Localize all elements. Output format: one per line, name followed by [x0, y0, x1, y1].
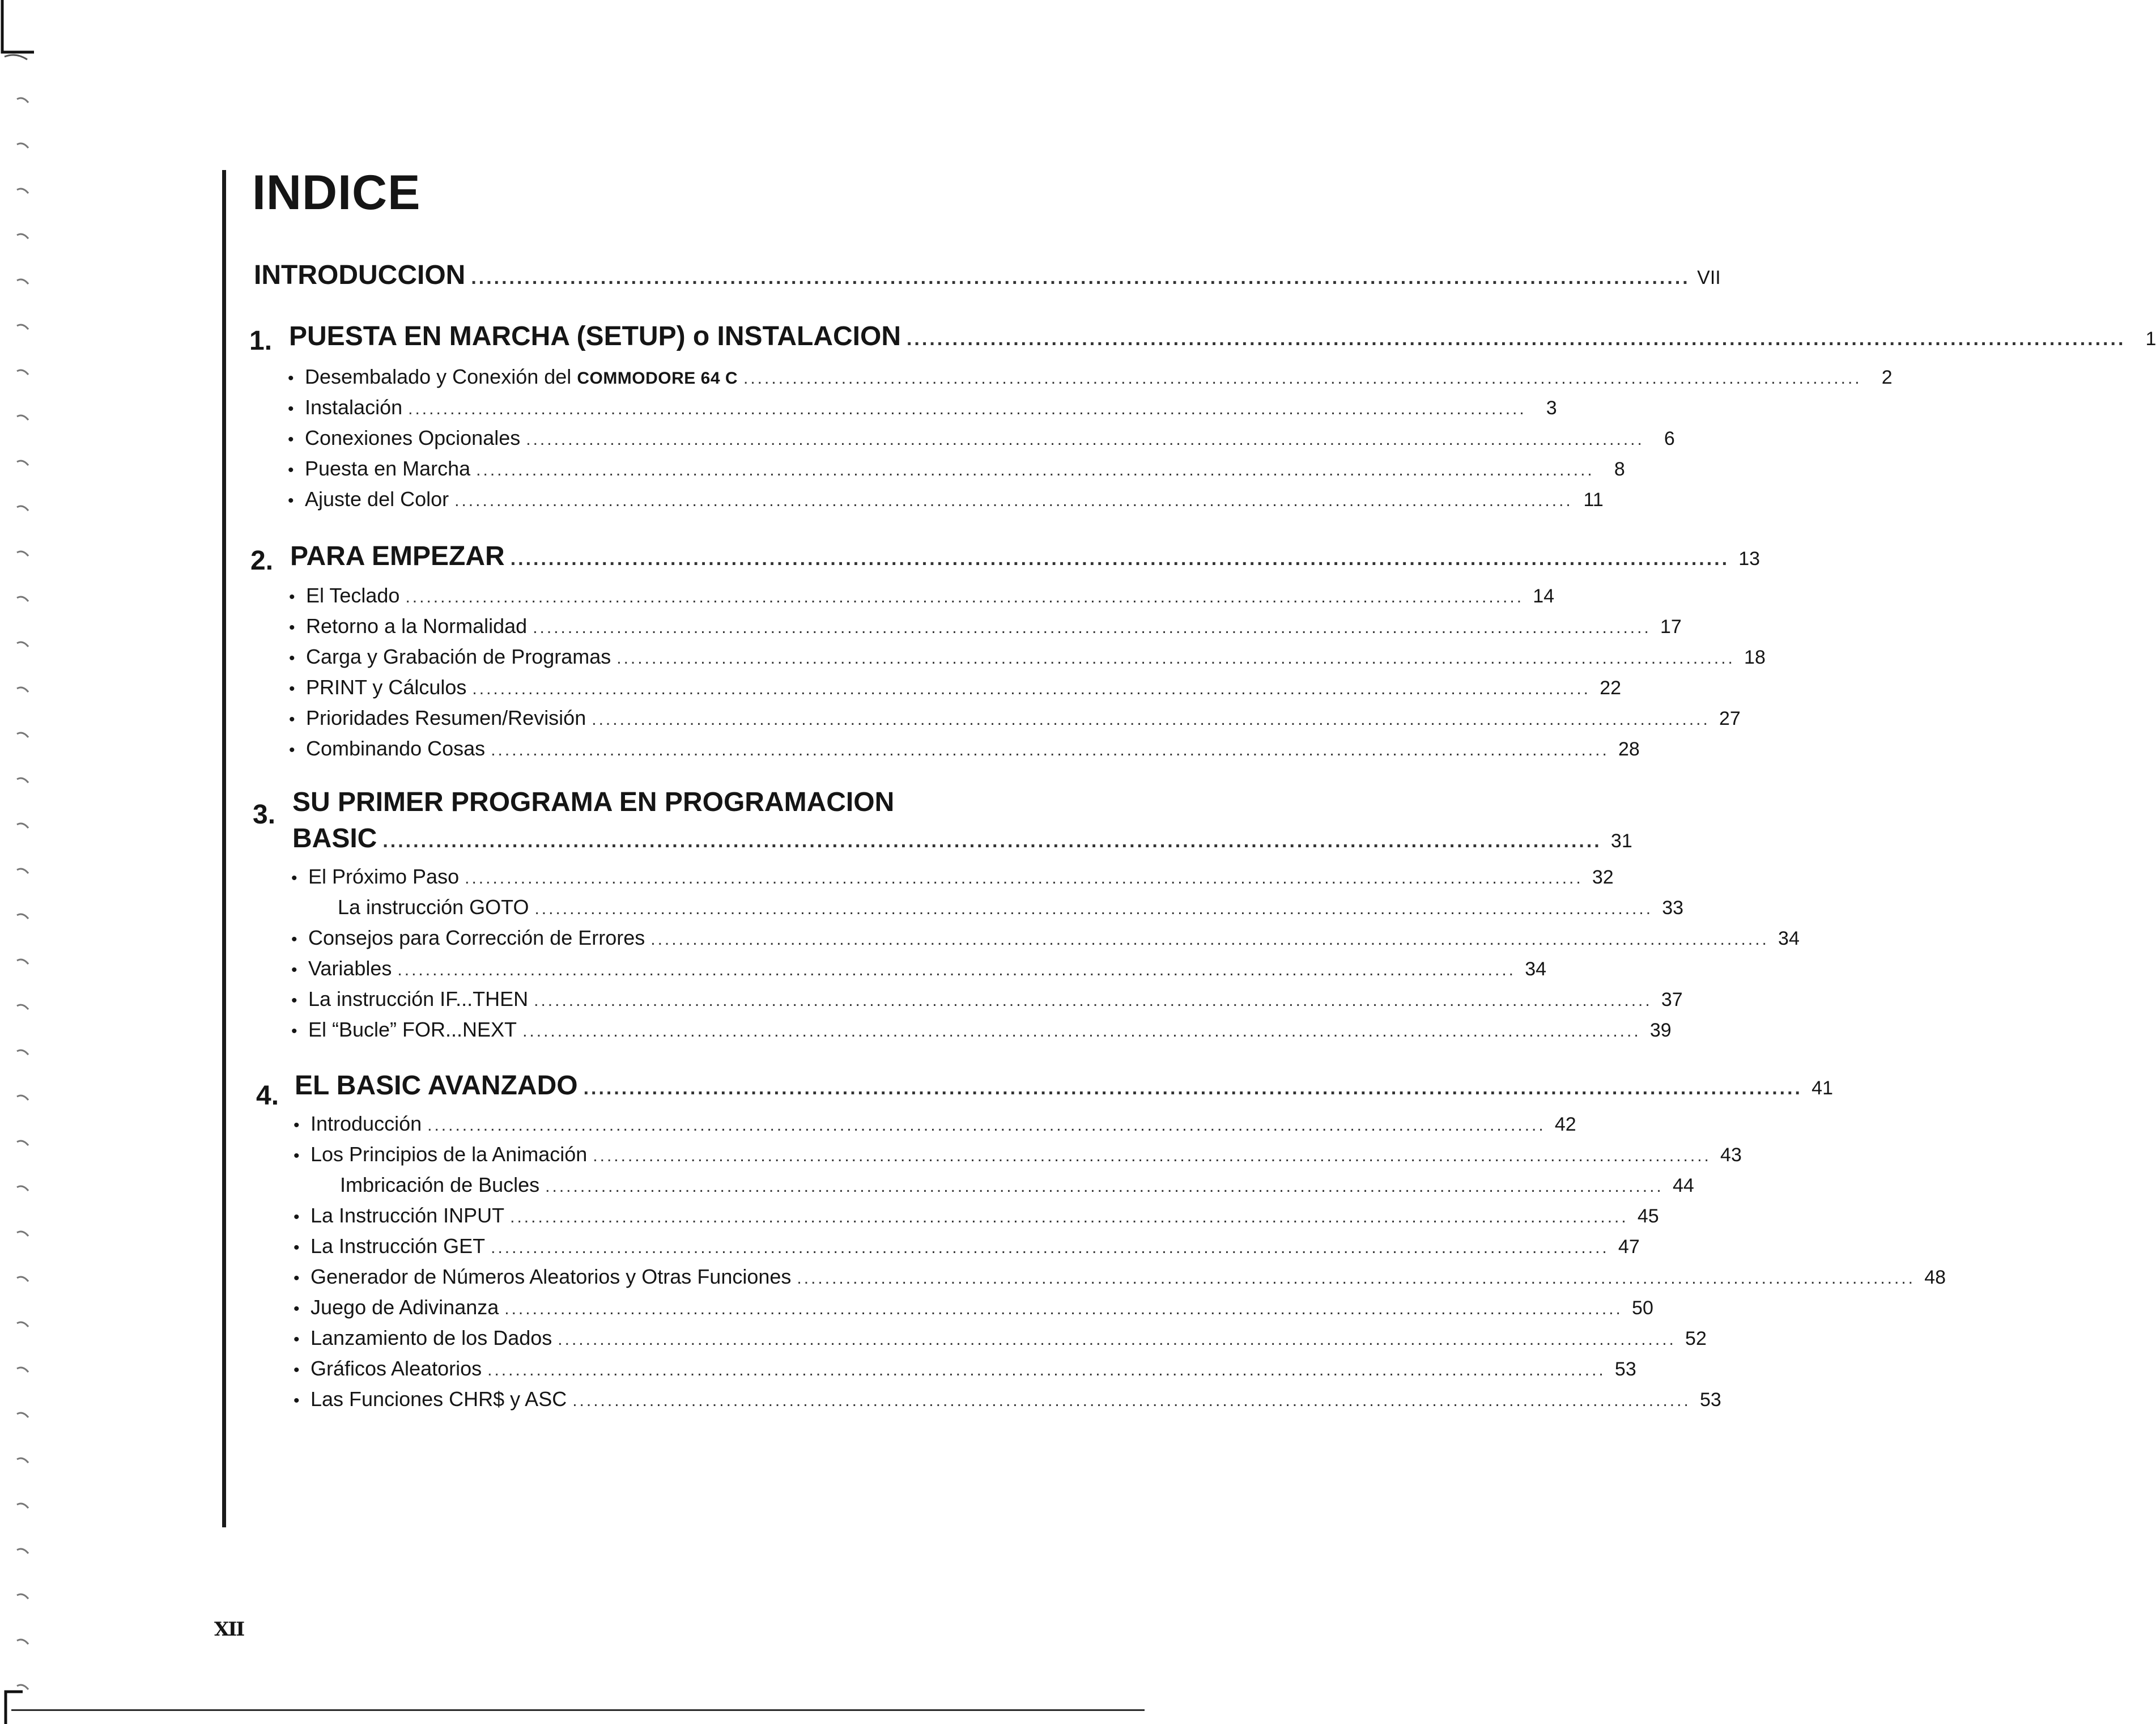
- dot-leader: ................................................................................................................................................................: [487, 1361, 1606, 1379]
- bullet-icon: •: [289, 741, 295, 759]
- bullet-icon: •: [288, 400, 294, 418]
- margin-rule: [222, 170, 226, 1527]
- toc-entry-page: 53: [1614, 1358, 1636, 1380]
- toc-entry: [340, 1173, 1694, 1201]
- toc-entry-page: 45: [1637, 1205, 1659, 1227]
- dot-leader: ................................................................................................................................................................: [616, 649, 1735, 668]
- chapter-4-number: 4.: [256, 1081, 279, 1111]
- toc-entry: [291, 865, 1614, 893]
- dot-leader: ................................................................................................................................................................: [510, 1208, 1628, 1226]
- toc-entry: [289, 737, 1640, 765]
- dot-leader: ................................................................................................................................................................: [504, 1300, 1623, 1318]
- toc-entry-page: 39: [1649, 1020, 1672, 1041]
- chapter-2-heading: [290, 541, 1760, 575]
- chapter-4-title: EL BASIC AVANZADO: [295, 1071, 578, 1101]
- dot-leader: ................................................................................................................................................................: [405, 588, 1524, 606]
- toc-entry: [289, 645, 1766, 673]
- bullet-icon: •: [291, 869, 297, 888]
- toc-entry-label: Imbricación de Bucles: [340, 1173, 540, 1196]
- chapter-3-title-cont: BASIC: [292, 823, 377, 853]
- toc-entry-page: 2: [1881, 367, 1893, 388]
- toc-entry-page: 3: [1546, 397, 1557, 419]
- toc-entry-label: Ajuste del Color: [305, 487, 449, 511]
- chapter-3-title: SU PRIMER PROGRAMA EN PROGRAMACION: [292, 787, 895, 817]
- toc-entry-label: Carga y Grabación de Programas: [306, 645, 611, 668]
- bullet-icon: •: [289, 710, 295, 729]
- toc-entry-label: Generador de Números Aleatorios y Otras Funciones: [311, 1265, 792, 1288]
- toc-entry-label: La Instrucción INPUT: [311, 1204, 505, 1227]
- toc-entry: [294, 1357, 1636, 1385]
- toc-entry: [289, 584, 1555, 612]
- toc-entry-page: 6: [1664, 428, 1675, 449]
- toc-entry-label: El “Bucle” FOR...NEXT: [308, 1018, 517, 1041]
- toc-entry-label: Desembalado y Conexión del: [305, 365, 572, 388]
- dot-leader: ................................................................................................................................................................: [583, 1077, 1802, 1099]
- dot-leader: ................................................................................................................................................................: [472, 680, 1591, 698]
- toc-entry: [291, 1018, 1672, 1046]
- dot-leader: ................................................................................................................................................................: [471, 267, 1690, 288]
- dot-leader: ................................................................................................................................................................: [522, 1022, 1641, 1041]
- toc-entry-page: 33: [1662, 897, 1684, 919]
- toc-entry-page: 11: [1583, 489, 1604, 511]
- toc-entry-page: 43: [1720, 1144, 1742, 1166]
- toc-entry-page: 28: [1618, 738, 1640, 760]
- dot-leader: ................................................................................................................................................................: [545, 1177, 1664, 1196]
- toc-intro: [254, 260, 1721, 294]
- bullet-icon: •: [288, 491, 294, 510]
- dot-leader: ................................................................................................................................................................: [397, 961, 1516, 979]
- bullet-icon: •: [294, 1361, 300, 1379]
- toc-entry-page: 27: [1719, 708, 1741, 729]
- bullet-icon: •: [294, 1208, 300, 1226]
- dot-leader: ................................................................................................................................................................: [408, 400, 1526, 418]
- toc-entry-page: 47: [1618, 1236, 1640, 1258]
- chapter-2-title: PARA EMPEZAR: [290, 541, 505, 571]
- binding-edge-marks: [0, 0, 34, 1724]
- dot-leader: ................................................................................................................................................................: [476, 461, 1594, 479]
- brand-name: COMMODORE 64 C: [577, 369, 738, 388]
- toc-entry-label: El Teclado: [306, 584, 400, 607]
- toc-entry: [288, 457, 1625, 485]
- dot-leader: ................................................................................................................................................................: [906, 328, 2126, 350]
- bullet-icon: •: [291, 930, 297, 949]
- dot-leader: ................................................................................................................................................................: [797, 1269, 1916, 1288]
- dot-leader: ................................................................................................................................................................: [427, 1116, 1546, 1135]
- toc-entry-label: Puesta en Marcha: [305, 457, 471, 480]
- toc-entry-page: 32: [1592, 867, 1614, 888]
- dot-leader: ................................................................................................................................................................: [534, 991, 1652, 1010]
- toc-entry-label: Combinando Cosas: [306, 737, 486, 760]
- toc-entry: [294, 1326, 1707, 1354]
- bullet-icon: •: [289, 680, 295, 698]
- bullet-icon: •: [294, 1330, 300, 1349]
- toc-entry: [289, 676, 1622, 704]
- toc-entry-label: Introducción: [311, 1112, 422, 1135]
- bullet-icon: •: [294, 1391, 300, 1410]
- bullet-icon: •: [291, 991, 297, 1010]
- page-bottom-edge: [11, 1709, 1145, 1711]
- chapter-3-heading-line1: [292, 787, 1040, 821]
- dot-leader: ................................................................................................................................................................: [743, 369, 1862, 388]
- toc-entry: [289, 614, 1682, 643]
- toc-entry-label: PRINT y Cálculos: [306, 676, 467, 699]
- toc-entry-page: 37: [1661, 989, 1683, 1010]
- toc-entry: [294, 1296, 1653, 1324]
- toc-entry-label: Prioridades Resumen/Revisión: [306, 706, 586, 729]
- bullet-icon: •: [294, 1300, 300, 1318]
- toc-entry: [294, 1112, 1576, 1140]
- toc-entry: [288, 487, 1604, 516]
- toc-intro-label: INTRODUCCION: [254, 260, 466, 290]
- toc-entry-label: Gráficos Aleatorios: [311, 1357, 482, 1380]
- toc-entry: [338, 895, 1684, 924]
- dot-leader: ................................................................................................................................................................: [534, 899, 1653, 918]
- bullet-icon: •: [288, 430, 294, 449]
- toc-entry: [291, 926, 1800, 954]
- chapter-4-page: 41: [1811, 1077, 1833, 1099]
- toc-entry: [288, 365, 1893, 393]
- dot-leader: ................................................................................................................................................................: [650, 930, 1769, 949]
- dot-leader: ................................................................................................................................................................: [572, 1391, 1691, 1410]
- toc-entry-page: 52: [1685, 1328, 1707, 1349]
- dot-leader: ................................................................................................................................................................: [382, 830, 1602, 852]
- dot-leader: ................................................................................................................................................................: [491, 741, 1609, 759]
- dot-leader: ................................................................................................................................................................: [491, 1238, 1609, 1257]
- toc-entry-page: 53: [1699, 1389, 1721, 1411]
- bullet-icon: •: [289, 618, 295, 637]
- page-number: XII: [214, 1618, 244, 1641]
- toc-entry: [289, 706, 1741, 734]
- toc-entry-label: La instrucción IF...THEN: [308, 987, 529, 1010]
- dot-leader: ................................................................................................................................................................: [533, 618, 1651, 637]
- toc-entry: [294, 1387, 1721, 1416]
- chapter-2-number: 2.: [250, 546, 274, 576]
- toc-entry-page: 8: [1614, 458, 1625, 480]
- toc-entry-page: 14: [1533, 585, 1555, 607]
- bullet-icon: •: [294, 1116, 300, 1135]
- bullet-icon: •: [291, 1022, 297, 1041]
- toc-entry-label: Instalación: [305, 396, 403, 419]
- toc-entry-page: 48: [1924, 1267, 1946, 1288]
- toc-entry-page: 22: [1600, 677, 1622, 699]
- toc-entry-label: Los Principios de la Animación: [311, 1143, 588, 1166]
- toc-entry-label: Consejos para Corrección de Errores: [308, 926, 645, 949]
- dot-leader: ................................................................................................................................................................: [558, 1330, 1676, 1349]
- page-title: INDICE: [252, 165, 421, 220]
- toc-entry-label: El Próximo Paso: [308, 865, 460, 888]
- toc-entry-page: 44: [1672, 1175, 1694, 1196]
- dot-leader: ................................................................................................................................................................: [465, 869, 1583, 888]
- toc-intro-page: VII: [1697, 267, 1721, 288]
- toc-entry-label: Las Funciones CHR$ y ASC: [311, 1387, 567, 1411]
- bullet-icon: •: [291, 961, 297, 979]
- chapter-3-number: 3.: [253, 800, 276, 830]
- bullet-icon: •: [294, 1238, 300, 1257]
- toc-entry: [294, 1265, 1946, 1293]
- bullet-icon: •: [294, 1269, 300, 1288]
- toc-entry: [294, 1143, 1742, 1171]
- toc-entry: [291, 987, 1683, 1016]
- toc-entry: [288, 396, 1557, 424]
- toc-entry-page: 50: [1632, 1297, 1653, 1319]
- toc-entry-label: Variables: [308, 957, 392, 980]
- toc-entry-label: Lanzamiento de los Dados: [311, 1326, 552, 1349]
- toc-entry-page: 42: [1554, 1114, 1576, 1135]
- dot-leader: ................................................................................................................................................................: [454, 491, 1573, 510]
- toc-entry-label: La Instrucción GET: [311, 1234, 486, 1258]
- toc-entry: [291, 957, 1547, 985]
- dot-leader: ................................................................................................................................................................: [592, 710, 1710, 729]
- bullet-icon: •: [288, 369, 294, 388]
- bullet-icon: •: [288, 461, 294, 479]
- bullet-icon: •: [289, 649, 295, 668]
- bullet-icon: •: [294, 1146, 300, 1165]
- chapter-1-heading: [289, 321, 2156, 355]
- dot-leader: ................................................................................................................................................................: [510, 548, 1730, 570]
- chapter-3-heading-line2: [292, 823, 1632, 857]
- toc-entry: [294, 1234, 1640, 1263]
- toc-entry-label: Retorno a la Normalidad: [306, 614, 528, 638]
- chapter-1-number: 1.: [249, 326, 273, 356]
- chapter-1-page: 1: [2145, 328, 2156, 350]
- toc-entry: [294, 1204, 1659, 1232]
- bullet-icon: •: [289, 588, 295, 606]
- toc-entry-page: 18: [1744, 647, 1766, 668]
- chapter-4-heading: [295, 1070, 1833, 1104]
- chapter-3-page: 31: [1610, 830, 1632, 852]
- toc-entry-page: 34: [1525, 958, 1547, 980]
- toc-entry-label: Conexiones Opcionales: [305, 426, 521, 449]
- toc-entry-label: Juego de Adivinanza: [311, 1296, 499, 1319]
- chapter-2-page: 13: [1738, 548, 1760, 570]
- dot-leader: ................................................................................................................................................................: [526, 430, 1644, 449]
- toc-entry: [288, 426, 1675, 455]
- toc-entry-page: 34: [1778, 928, 1800, 949]
- dot-leader: ................................................................................................................................................................: [593, 1146, 1711, 1165]
- chapter-1-title: PUESTA EN MARCHA (SETUP) o INSTALACION: [289, 321, 901, 351]
- toc-entry-page: 17: [1660, 616, 1682, 638]
- toc-entry-label: La instrucción GOTO: [338, 895, 529, 919]
